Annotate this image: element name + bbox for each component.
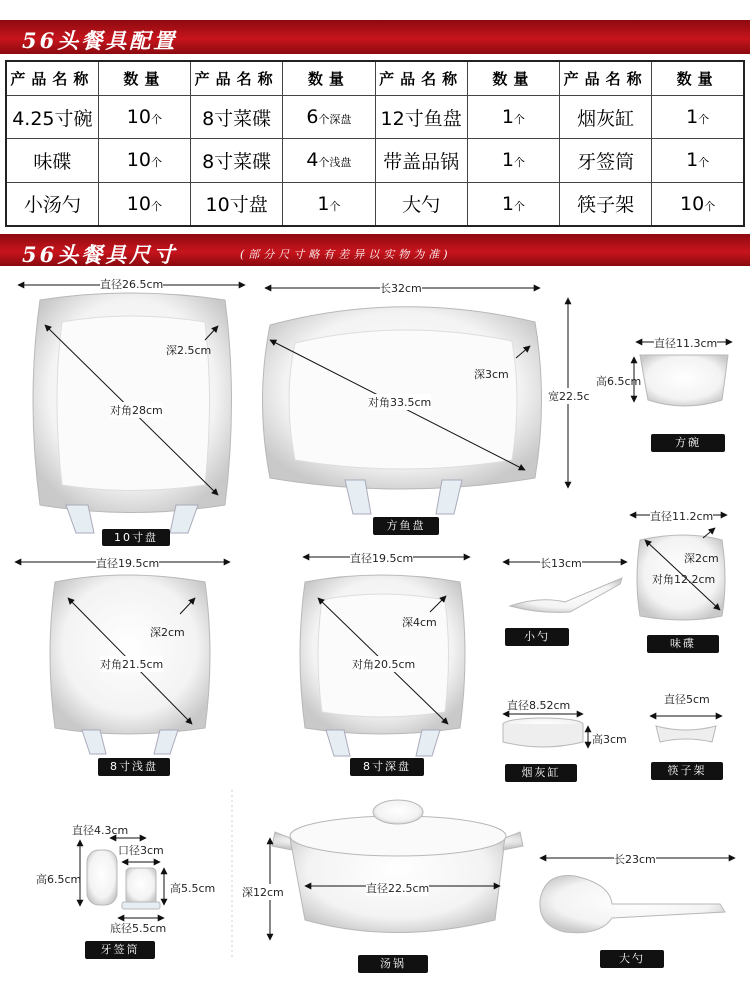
pot-diameter: 直径22.5cm bbox=[366, 882, 430, 895]
fish-depth: 深3cm bbox=[474, 368, 509, 381]
plate10-diagonal: 对角28cm bbox=[110, 404, 163, 417]
deep-label: 8寸深盘 bbox=[350, 758, 424, 776]
small-spoon-image bbox=[510, 578, 622, 612]
fish-width: 宽22.5c bbox=[548, 390, 590, 403]
product-name: 8寸菜碟 bbox=[191, 96, 283, 139]
header-qty: 数量 bbox=[467, 61, 559, 96]
shallow-depth: 深2cm bbox=[150, 626, 185, 639]
tooth-diameter: 直径4.3cm bbox=[72, 824, 129, 837]
ashtray-diameter: 直径8.52cm bbox=[507, 699, 571, 712]
shallow-diagonal: 对角21.5cm bbox=[100, 658, 164, 671]
header-qty: 数量 bbox=[98, 61, 190, 96]
product-name: 8寸菜碟 bbox=[191, 139, 283, 182]
header-name: 产品名称 bbox=[191, 61, 283, 96]
shallow-label: 8寸浅盘 bbox=[98, 758, 170, 776]
ashtray-height: 高3cm bbox=[592, 733, 627, 746]
dish-depth: 深2cm bbox=[684, 552, 719, 565]
header-name: 产品名称 bbox=[375, 61, 467, 96]
soup-pot-image bbox=[272, 800, 523, 933]
square-bowl-image bbox=[640, 355, 728, 406]
product-name: 12寸鱼盘 bbox=[375, 96, 467, 139]
shallow-diameter: 直径19.5cm bbox=[96, 557, 160, 570]
quantity: 10个 bbox=[98, 182, 190, 226]
product-name: 带盖品锅 bbox=[375, 139, 467, 182]
pot-label: 汤锅 bbox=[358, 955, 428, 973]
tooth-base: 底径5.5cm bbox=[110, 922, 167, 935]
quantity: 4个浅盘 bbox=[283, 139, 375, 182]
quantity: 1个 bbox=[467, 96, 559, 139]
dish-diameter: 直径11.2cm bbox=[650, 510, 714, 523]
quantity: 10个 bbox=[652, 182, 744, 226]
size-title: 56头餐具尺寸 bbox=[22, 242, 178, 267]
product-name: 10寸盘 bbox=[191, 182, 283, 226]
rest-diameter: 直径5cm bbox=[664, 693, 710, 706]
header-qty: 数量 bbox=[652, 61, 744, 96]
fish-plate-image bbox=[263, 307, 542, 514]
quantity: 1个 bbox=[283, 182, 375, 226]
product-name: 牙签筒 bbox=[560, 139, 652, 182]
product-name: 味碟 bbox=[6, 139, 98, 182]
quantity: 1个 bbox=[467, 139, 559, 182]
fish-label: 方鱼盘 bbox=[373, 517, 439, 535]
plate10-depth: 深2.5cm bbox=[166, 344, 212, 357]
quantity: 1个 bbox=[652, 139, 744, 182]
deep-depth: 深4cm bbox=[402, 616, 437, 629]
header-name: 产品名称 bbox=[560, 61, 652, 96]
ashtray-label: 烟灰缸 bbox=[505, 764, 577, 782]
header-qty: 数量 bbox=[283, 61, 375, 96]
pot-depth: 深12cm bbox=[242, 886, 284, 899]
bowl-height: 高6.5cm bbox=[596, 375, 642, 388]
plate10-diameter: 直径26.5cm bbox=[100, 278, 164, 291]
config-title: 56头餐具配置 bbox=[22, 28, 178, 53]
deep-diagonal: 对角20.5cm bbox=[352, 658, 416, 671]
spoon-label: 小勺 bbox=[505, 628, 569, 646]
fish-length: 长32cm bbox=[380, 282, 422, 295]
product-name: 4.25寸碗 bbox=[6, 96, 98, 139]
quantity: 6个深盘 bbox=[283, 96, 375, 139]
product-name: 小汤勺 bbox=[6, 182, 98, 226]
size-note: (部分尺寸略有差异以实物为准) bbox=[240, 248, 452, 261]
fish-diagonal: 对角33.5cm bbox=[368, 396, 432, 409]
ashtray-image bbox=[503, 718, 583, 747]
tooth-height2: 高5.5cm bbox=[170, 882, 216, 895]
deep-diameter: 直径19.5cm bbox=[350, 552, 414, 565]
product-name: 大勺 bbox=[375, 182, 467, 226]
ladle-label: 大勺 bbox=[600, 950, 664, 968]
plate10-label: 10寸盘 bbox=[102, 529, 170, 546]
ladle-image bbox=[540, 876, 725, 933]
chopstick-rest-image bbox=[656, 726, 716, 742]
dish-label: 味碟 bbox=[647, 635, 719, 653]
spoon-length: 长13cm bbox=[540, 557, 582, 570]
quantity: 10个 bbox=[98, 139, 190, 182]
tooth-label: 牙签筒 bbox=[85, 941, 155, 959]
header-name: 产品名称 bbox=[6, 61, 98, 96]
quantity: 1个 bbox=[652, 96, 744, 139]
dish-diagonal: 对角12.2cm bbox=[652, 573, 716, 586]
toothpick-holder-image bbox=[87, 850, 160, 909]
product-name: 筷子架 bbox=[560, 182, 652, 226]
product-name: 烟灰缸 bbox=[560, 96, 652, 139]
tooth-height: 高6.5cm bbox=[36, 873, 82, 886]
quantity: 1个 bbox=[467, 182, 559, 226]
ladle-length: 长23cm bbox=[614, 853, 656, 866]
rest-label: 筷子架 bbox=[651, 762, 723, 780]
quantity: 10个 bbox=[98, 96, 190, 139]
bowl-diameter: 直径11.3cm bbox=[654, 337, 718, 350]
bowl-label: 方碗 bbox=[651, 434, 725, 452]
tooth-mouth: 口径3cm bbox=[118, 844, 164, 857]
